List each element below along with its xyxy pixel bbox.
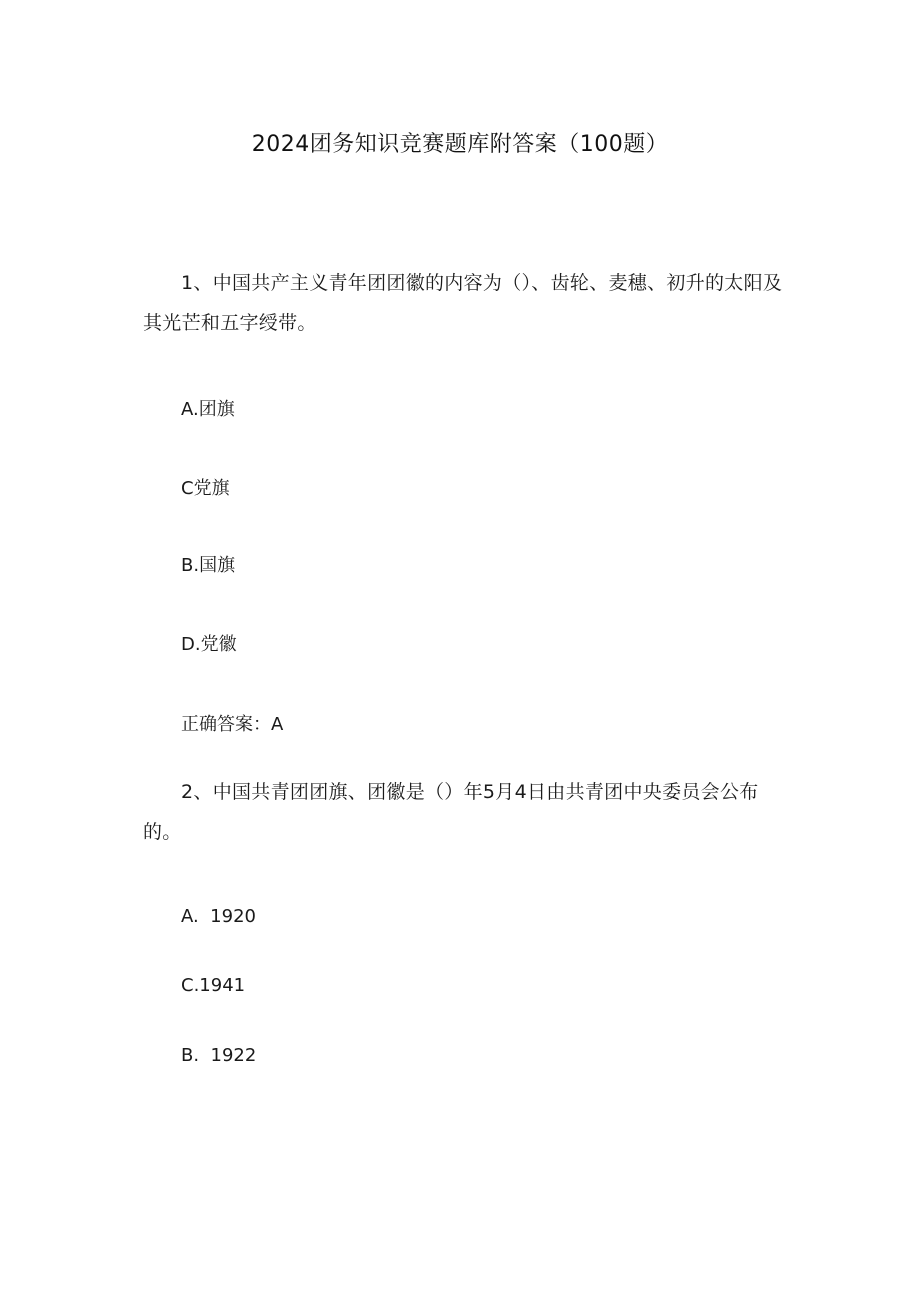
question-1-option-b: B.国旗 (181, 555, 236, 576)
question-1-text: 1、中国共产主义青年团团徽的内容为（）、齿轮、麦穗、初升的太阳及其光芒和五字绶带。 (143, 272, 783, 334)
question-1-option-a: A.团旗 (181, 399, 235, 420)
document-title: 2024团务知识竞赛题库附答案（100题） (251, 132, 669, 157)
question-1-answer: 正确答案：A (181, 714, 284, 735)
question-2-option-b: B. 1922 (181, 1045, 257, 1066)
question-2-text: 2、中国共青团团旗、团徽是（）年5月4日由共青团中央委员会公布的。 (143, 781, 759, 843)
question-1-option-d: D.党徽 (181, 634, 237, 655)
question-2-option-a: A. 1920 (181, 906, 256, 927)
question-2-option-c: C.1941 (181, 975, 246, 996)
question-1-option-c: C党旗 (181, 478, 230, 499)
